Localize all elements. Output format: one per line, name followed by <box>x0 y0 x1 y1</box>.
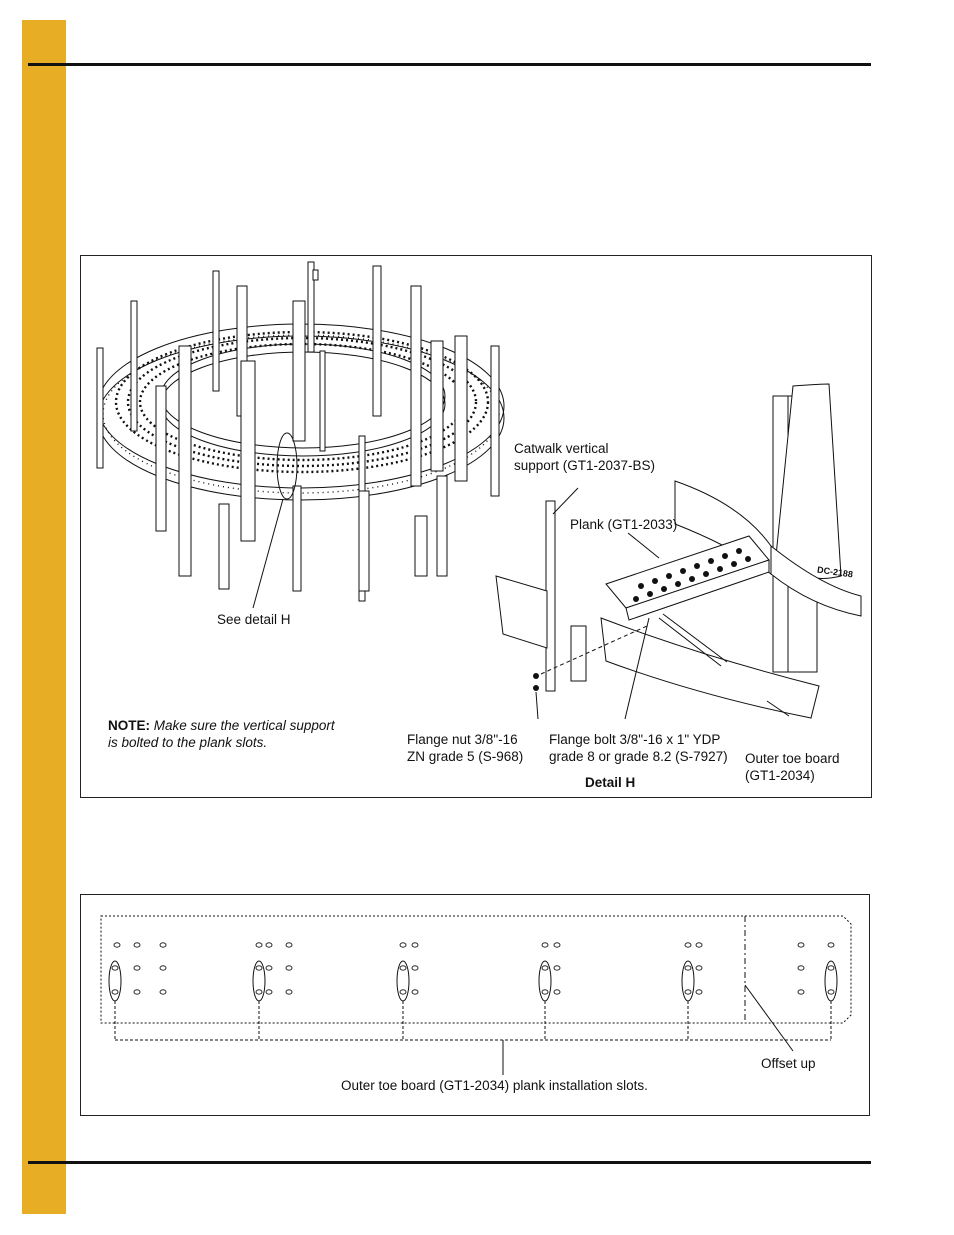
page-side-tab <box>22 20 66 1214</box>
detail-h-title: Detail H <box>585 775 636 790</box>
toe-board-slots-caption: Outer toe board (GT1-2034) plank installation slots. <box>341 1078 648 1093</box>
flange-nut-label: Flange nut 3/8"-16 <box>407 732 518 747</box>
vertical-support-part-label: support (GT1-2037-BS) <box>514 458 656 473</box>
header-rule <box>28 63 871 66</box>
flange-nut-marker <box>533 685 539 691</box>
note-line1: Make sure the vertical support <box>153 718 335 733</box>
catwalk-assembly-figure <box>80 255 872 798</box>
offset-up-label: Offset up <box>761 1056 816 1071</box>
toe-board-slots-figure <box>80 894 870 1116</box>
flange-nut-part-label: ZN grade 5 (S-968) <box>407 749 524 764</box>
flange-bolt-part-label: grade 8 or grade 8.2 (S-7927) <box>549 749 728 764</box>
part-stamp: DC-2188 <box>816 564 854 580</box>
catwalk-assembly-drawing <box>81 256 871 797</box>
see-detail-h-label: See detail H <box>217 612 291 627</box>
note-label: NOTE: <box>108 718 150 733</box>
note-line2: is bolted to the plank slots. <box>108 735 268 750</box>
footer-rule <box>28 1161 871 1164</box>
toe-board-outline <box>101 916 851 1023</box>
outer-toe-board-part-label: (GT1-2034) <box>745 768 815 783</box>
plank-label: Plank (GT1-2033) <box>570 517 678 532</box>
vertical-supports <box>97 262 499 601</box>
detail-h-drawing <box>496 384 861 718</box>
flange-bolt-label: Flange bolt 3/8"-16 x 1" YDP <box>549 732 721 747</box>
note-text <box>108 717 335 751</box>
vertical-support-label: Catwalk vertical <box>514 441 609 456</box>
outer-toe-board-label: Outer toe board <box>745 751 840 766</box>
